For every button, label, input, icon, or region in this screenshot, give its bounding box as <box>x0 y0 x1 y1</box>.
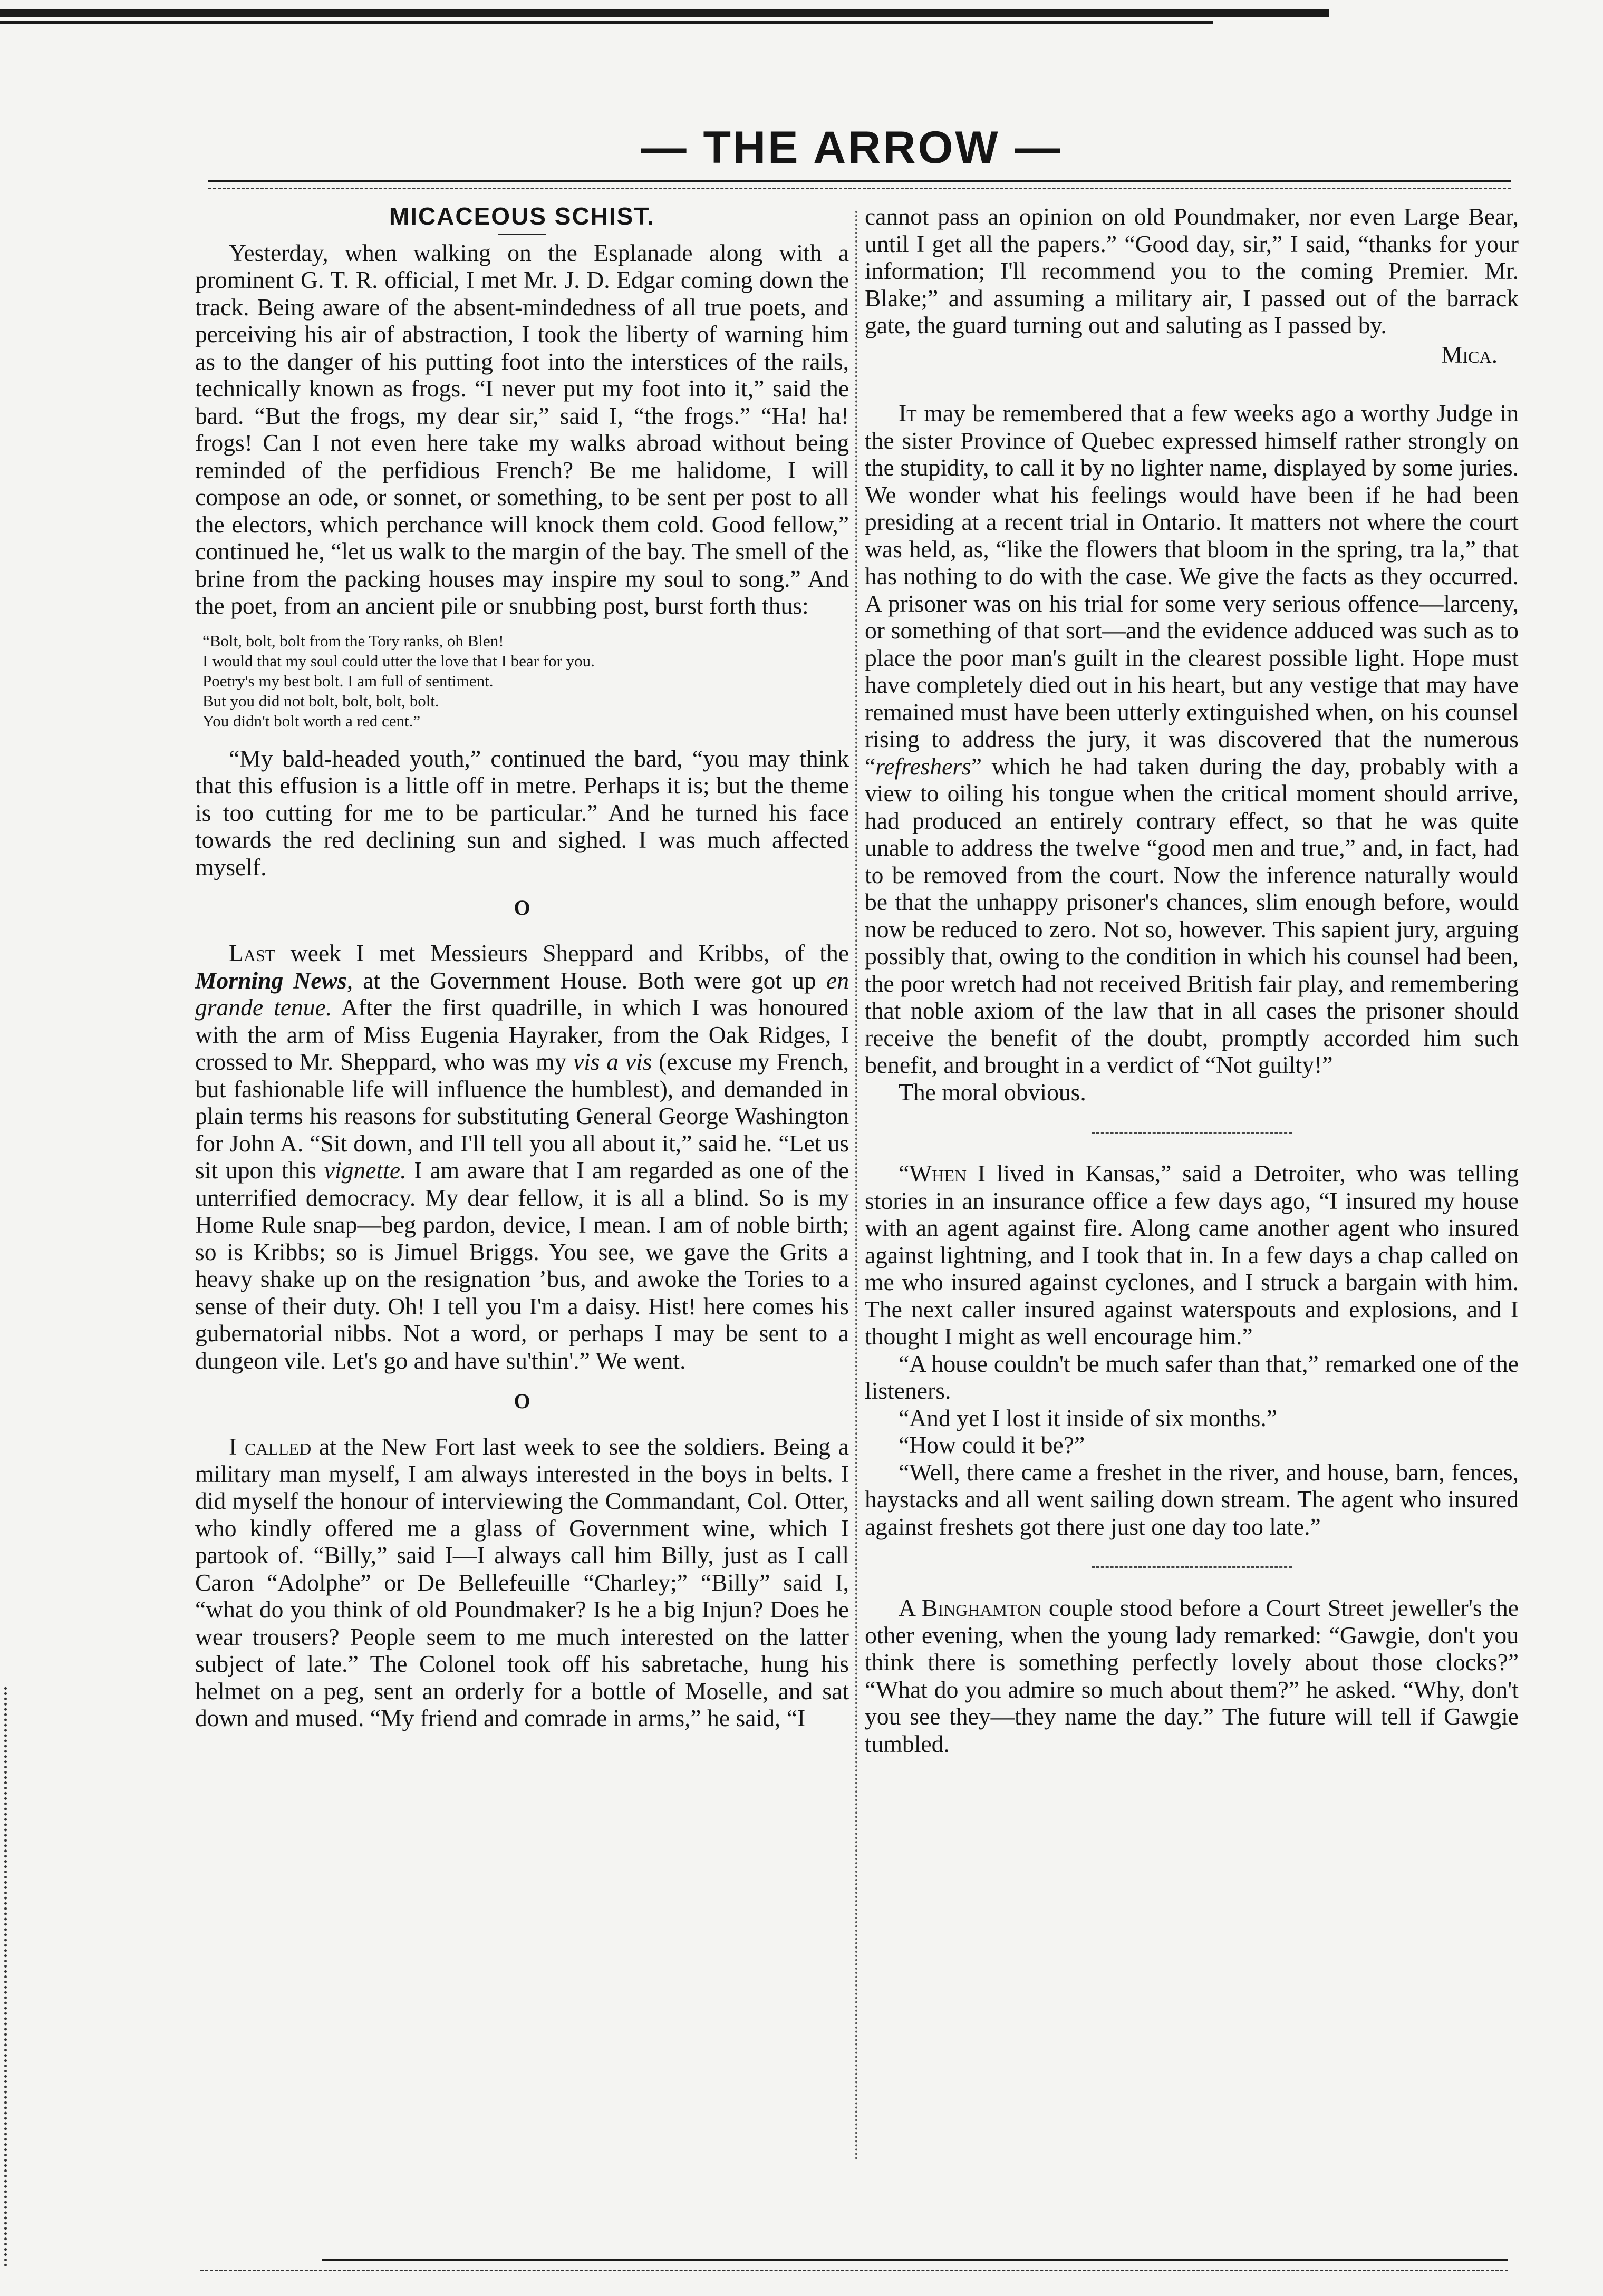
lead-word: I called <box>229 1433 312 1460</box>
top-border-rule <box>0 9 1329 17</box>
article-paragraph: “Well, there came a freshet in the river, and house, barn, fences, haystacks and all went sailing down stream. The agent who insured against freshets got there just one day too late.” <box>865 1458 1519 1540</box>
article-paragraph <box>865 1160 1519 1350</box>
article-paragraph <box>195 939 849 1374</box>
text-run: at the New Fort last week to see the soldiers. Being a military man myself, I am always interested in the boys in belts. I did myself the honour of interviewing the Commandant, Col. Otter, who kindly offered me a glass of Government wine, which I partook of. “Billy,” said I—I always call him Billy, just as I call Caron “Adolphe” or De Bellefeuille “Charley;” “Billy” said I, “what do you think of old Poundmaker? Is he a big Injun? Does he wear trousers? People seem to me much interested on the latter subject of late.” The Colonel took off his sabretache, hung his helmet on a peg, sent an orderly for a bottle of Moselle, and sat down and mused. “My friend and comrade in arms,” he said, “I <box>195 1433 849 1731</box>
text-run: may be remembered that a few weeks ago a worthy Judge in the sister Province of Quebec expressed himself rather strongly on the stupidity, to call it by no lighter name, displayed by some juries. We wonder what his feelings would have been if he had been presiding at a recent trial in Ontario. It matters not where the court was held, as, “like the flowers that bloom in the spring, tra la,” that has nothing to do with the case. We give the facts as they occurred. A prisoner was on his trial for some very serious offence—larceny, or something of that sort—and the evidence adduced was such as to place the poor man's guilt in the clearest possible light. Hope must have completely died out in his heart, but any vestige that may have remained must have been utterly extinguished when, on his counsel rising to address the jury, it was discovered that the numerous “ <box>865 400 1519 780</box>
masthead-title: — THE ARROW — <box>641 122 1063 173</box>
masthead-rule <box>208 180 1511 182</box>
text-run: , at the Government House. Both were got up <box>346 966 826 994</box>
text-run: couple stood before a Court Street jeweller's the other evening, when the young lady remarked: “Gawgie, don't you think there is something perfectly lovely about those clocks?” “What do you admire so much about them?” he asked. “Why, don't you see they—they name the day.” The future will tell if Gawgie tumbled. <box>865 1594 1519 1757</box>
binding-marks <box>4 1687 7 2267</box>
text-run: I lived in Kansas,” said a Detroiter, who was telling stories in an insurance office a few days ago, “I insured my house with an agent against fire. Along came another agent who insured against lightning, and I took that in. In a few days a chap called on me who insured against cyclones, and I struck a bargain with him. The next caller insured against waterspouts and explosions, and I thought I might as well encourage him.” <box>865 1160 1519 1350</box>
article-paragraph <box>865 400 1519 1079</box>
article-heading: MICACEOUS SCHIST. <box>389 202 655 230</box>
heading-dash <box>498 234 546 235</box>
article-paragraph: “And yet I lost it inside of six months.” <box>899 1404 1278 1431</box>
section-separator <box>1092 1132 1292 1134</box>
section-separator: O <box>514 896 530 919</box>
italic-phrase: vis a vis <box>573 1048 652 1075</box>
section-separator: O <box>514 1389 530 1413</box>
poem-line: But you did not bolt, bolt, bolt, bolt. <box>202 691 439 710</box>
article-paragraph: cannot pass an opinion on old Poundmaker, nor even Large Bear, until I get all the papers.” “Good day, sir,” I said, “thanks for your information; I'll recommend you to the coming Premier. Mr. Blake;” and assuming a military air, I passed out of the barrack gate, the guard turning out and saluting as I passed by. <box>865 203 1519 338</box>
italic-phrase: vignette. <box>324 1157 407 1184</box>
poem-line: Poetry's my best bolt. I am full of sentiment. <box>202 671 494 690</box>
text-run: I am aware that I am regarded as one of the unterrified democracy. My dear fellow, it is all a blind. So is my Home Rule snap—beg pardon, device, I mean. I am of noble birth; so is Kribbs; so is Jimuel Briggs. You see, we gave the Grits a heavy shake up on the resignation ’bus, and awoke the Tories to a sense of their duty. Oh! I tell you I'm a daisy. Hist! here comes his gubernatorial nibbs. Not a word, or perhaps I may be sent to a dungeon vile. Let's go and have su'thin'.” We went. <box>195 1157 849 1374</box>
article-paragraph: The moral obvious. <box>899 1078 1086 1106</box>
signature: Mica. <box>1441 341 1498 368</box>
article-paragraph: “How could it be?” <box>899 1431 1085 1458</box>
poem-line: You didn't bolt worth a red cent.” <box>202 711 421 730</box>
spacer <box>865 368 1519 400</box>
section-separator <box>1092 1566 1292 1568</box>
text-run: After the first quadrille, in which I was honoured with the arm of Miss Eugenia Hayraker, from the Oak Ridges, I crossed to Mr. Sheppard, who was my <box>195 994 849 1075</box>
article-paragraph: “A house couldn't be much safer than that,” remarked one of the listeners. <box>865 1350 1519 1404</box>
italic-phrase: en grande tenue. <box>195 966 849 1021</box>
text-run: ” which he had taken during the day, probably with a view to oiling his tongue when the critical moment should arrive, had produced an entirely contrary effect, so that he was quite unable to address the twelve “good men and true,” and, in fact, had to be removed from the court. Now the inference naturally would be that the unhappy prisoner's chances, slim enough before, would now be reduced to zero. Not so, however. This sapient jury, arguing possibly that, owing to the condition in which his counsel had been, the poor wretch had not received British fair play, and remembering that noble axiom of the law that in all cases the prisoner should receive the benefit of the doubt, promptly accorded him such benefit, and brought in a verdict of “Not guilty!” <box>865 752 1519 1078</box>
left-column <box>195 203 849 1732</box>
lead-word: “When <box>899 1160 967 1187</box>
italic-phrase: refreshers <box>875 752 971 780</box>
poem-line: I would that my soul could utter the love that I bear for you. <box>202 651 595 670</box>
poem-line: “Bolt, bolt, bolt from the Tory ranks, oh Blen! <box>202 631 504 650</box>
newspaper-name: Morning News <box>195 966 347 994</box>
article-paragraph <box>195 1433 849 1732</box>
column-divider <box>855 211 857 2162</box>
right-column <box>865 203 1519 1757</box>
poem <box>202 631 849 731</box>
bottom-rule <box>322 2259 1508 2261</box>
lead-word: Last <box>229 939 276 966</box>
article-paragraph: “My bald-headed youth,” continued the bard, “you may think that this effusion is a little off in metre. Perhaps it is; but the theme is too cutting for me to be particular.” And he turned his face towards the red declining sun and sighed. I was much affected myself. <box>195 744 849 880</box>
lead-word: It <box>899 400 917 427</box>
lead-word: A Binghamton <box>899 1594 1042 1621</box>
text-run: (excuse my French, but fashionable life will influence the humblest), and demanded in plain terms his reasons for substituting General George Washington for John A. “Sit down, and I'll tell you all about it,” said he. “Let us sit upon this <box>195 1048 849 1184</box>
masthead-rule-dashed <box>208 188 1511 189</box>
article-paragraph: Yesterday, when walking on the Esplanade along with a prominent G. T. R. official, I met Mr. J. D. Edgar coming down the track. Being aware of the absent-mindedness of all true poets, and perceiving his air of abstraction, I took the liberty of warning him as to the danger of his putting foot into the interstices of the rails, technically known as frogs. “I never put my foot into it,” said the bard. “But the frogs, my dear sir,” said I, “the frogs.” “Ha! ha! frogs! Can I not even here take my walks abroad without being reminded of the perfidious French? Be me halidome, I will compose an ode, or sonnet, or something, to be sent per post to all the electors, which perchance will knock them cold. Good fellow,” continued he, “let us walk to the margin of the bay. The smell of the brine from the packing houses may inspire my soul to song.” And the poet, from an ancient pile or snubbing post, burst forth thus: <box>195 239 849 619</box>
bottom-rule-dashed <box>200 2270 1508 2271</box>
text-run: week I met Messieurs Sheppard and Kribbs, of the <box>275 939 849 966</box>
article-paragraph <box>865 1594 1519 1757</box>
top-border-rule-thin <box>0 21 1213 24</box>
